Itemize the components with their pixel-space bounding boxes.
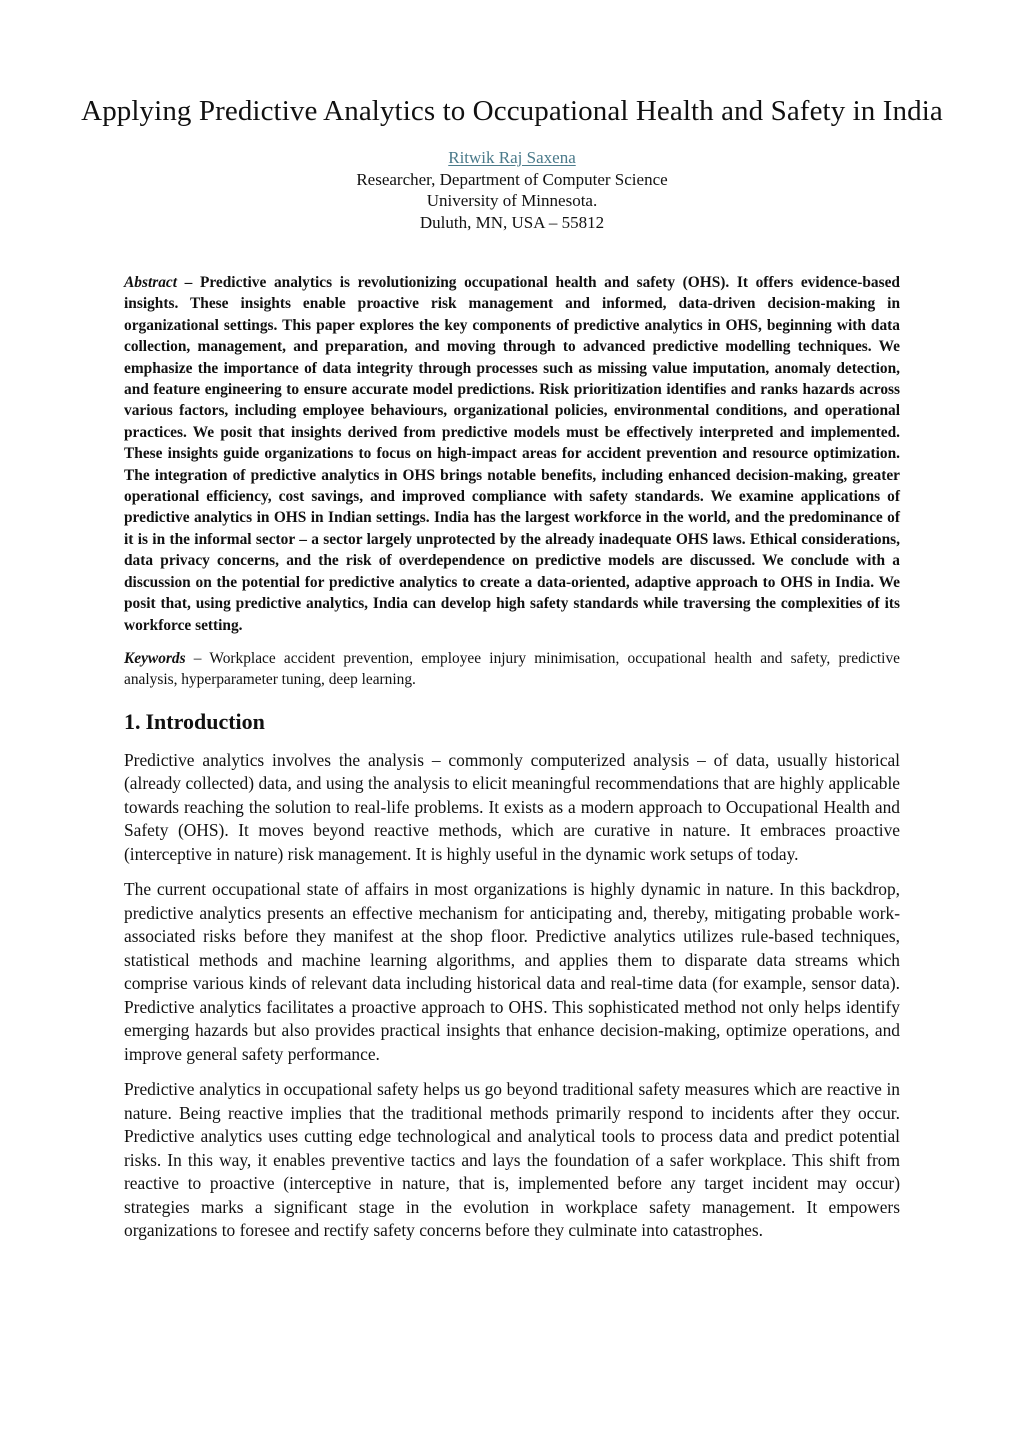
intro-paragraph-3: Predictive analytics in occupational safety helps us go beyond traditional safety measures which are reactive in nature. Being reactive implies that the traditional methods primarily respond to incidents after they occur. Predictive analytics uses cutting edge technological and analytical tools to process data and predict potential risks. In this way, it enables preventive tactics and lays the foundation of a safer workplace. This shift from reactive to proactive (interceptive in nature, that is, implemented before any target incident may occur) strategies marks a significant stage in the evolution in workplace safety management. It empowers organizations to foresee and rectify safety concerns before they culminate into catastrophes.	[124, 1079, 900, 1241]
section-number: 1.	[124, 708, 141, 734]
abstract	[124, 272, 900, 636]
section-title: Introduction	[145, 708, 265, 734]
intro-paragraph-2: The current occupational state of affairs in most organizations is highly dynamic in nature. In this backdrop, predictive analytics presents an effective mechanism for anticipating and, thereby, mitigating probable work-associated risks before they manifest at the shop floor. Predictive analytics utilizes rule-based techniques, statistical methods and machine learning algorithms, and applies them to disparate data streams which comprise various kinds of relevant data including historical data and real-time data (for example, sensor data). Predictive analytics facilitates a proactive approach to OHS. This sophisticated method not only helps identify emerging hazards but also provides practical insights that enhance decision-making, optimize operations, and improve general safety performance.	[124, 879, 900, 1064]
author-affiliation-university: University of Minnesota.	[426, 191, 598, 210]
paper-content	[124, 272, 900, 1243]
keywords-text: Workplace accident prevention, employee injury minimisation, occupational health and safety, predictive analysis, hyperparameter tuning, deep learning.	[124, 649, 900, 689]
abstract-label: Abstract	[124, 274, 178, 291]
keywords-label: Keywords	[124, 649, 186, 667]
intro-paragraph-1: Predictive analytics involves the analysis – commonly computerized analysis – of data, usually historical (already collected) data, and using the analysis to elicit meaningful recommendations that are highly applicable towards reaching the solution to real-life problems. It exists as a modern approach to Occupational Health and Safety (OHS). It moves beyond reactive methods, which are curative in nature. It embraces proactive (interceptive in nature) risk management. It is highly useful in the dynamic work setups of today.	[124, 749, 900, 864]
keywords-separator: –	[185, 649, 210, 667]
author-affiliation-department: Researcher, Department of Computer Science	[356, 169, 668, 189]
author-name-link[interactable]: Ritwik Raj Saxena	[448, 148, 576, 167]
abstract-separator: –	[177, 274, 200, 291]
author-affiliation-location: Duluth, MN, USA – 55812	[419, 212, 605, 232]
keywords	[124, 648, 900, 691]
section-heading-introduction	[124, 708, 900, 736]
abstract-text: Predictive analytics is revolutionizing occupational health and safety (OHS). It offers evidence-based insights. These insights enable proactive risk management and informed, data-driven decision-making in organizational settings. This paper explores the key components of predictive analytics in OHS, beginning with data collection, management, and preparation, and moving through to advanced predictive modelling techniques. We emphasize the importance of data integrity through processes such as missing value imputation, anomaly detection, and feature engineering to ensure accurate model predictions. Risk prioritization identifies and ranks hazards across various factors, including employee behaviours, organizational policies, environmental conditions, and operational practices. We posit that insights derived from predictive models must be effectively interpreted and implemented. These insights guide organizations to focus on high-impact areas for accident prevention and resource optimization. The integration of predictive analytics in OHS brings notable benefits, including enhanced decision-making, greater operational efficiency, cost savings, and improved compliance with safety standards. We examine applications of predictive analytics in OHS in Indian settings. India has the largest workforce in the world, and the predominance of it is in the informal sector – a sector largely unprotected by the already inadequate OHS laws. Ethical considerations, data privacy concerns, and the risk of overdependence on predictive models are discussed. We conclude with a discussion on the potential for predictive analytics to create a data-oriented, adaptive approach to OHS in India. We posit that, using predictive analytics, India can develop high safety standards while traversing the complexities of its workforce setting.	[124, 274, 900, 634]
author-block	[0, 147, 1024, 233]
paper-title: Applying Predictive Analytics to Occupational Health and Safety in India	[81, 95, 943, 127]
